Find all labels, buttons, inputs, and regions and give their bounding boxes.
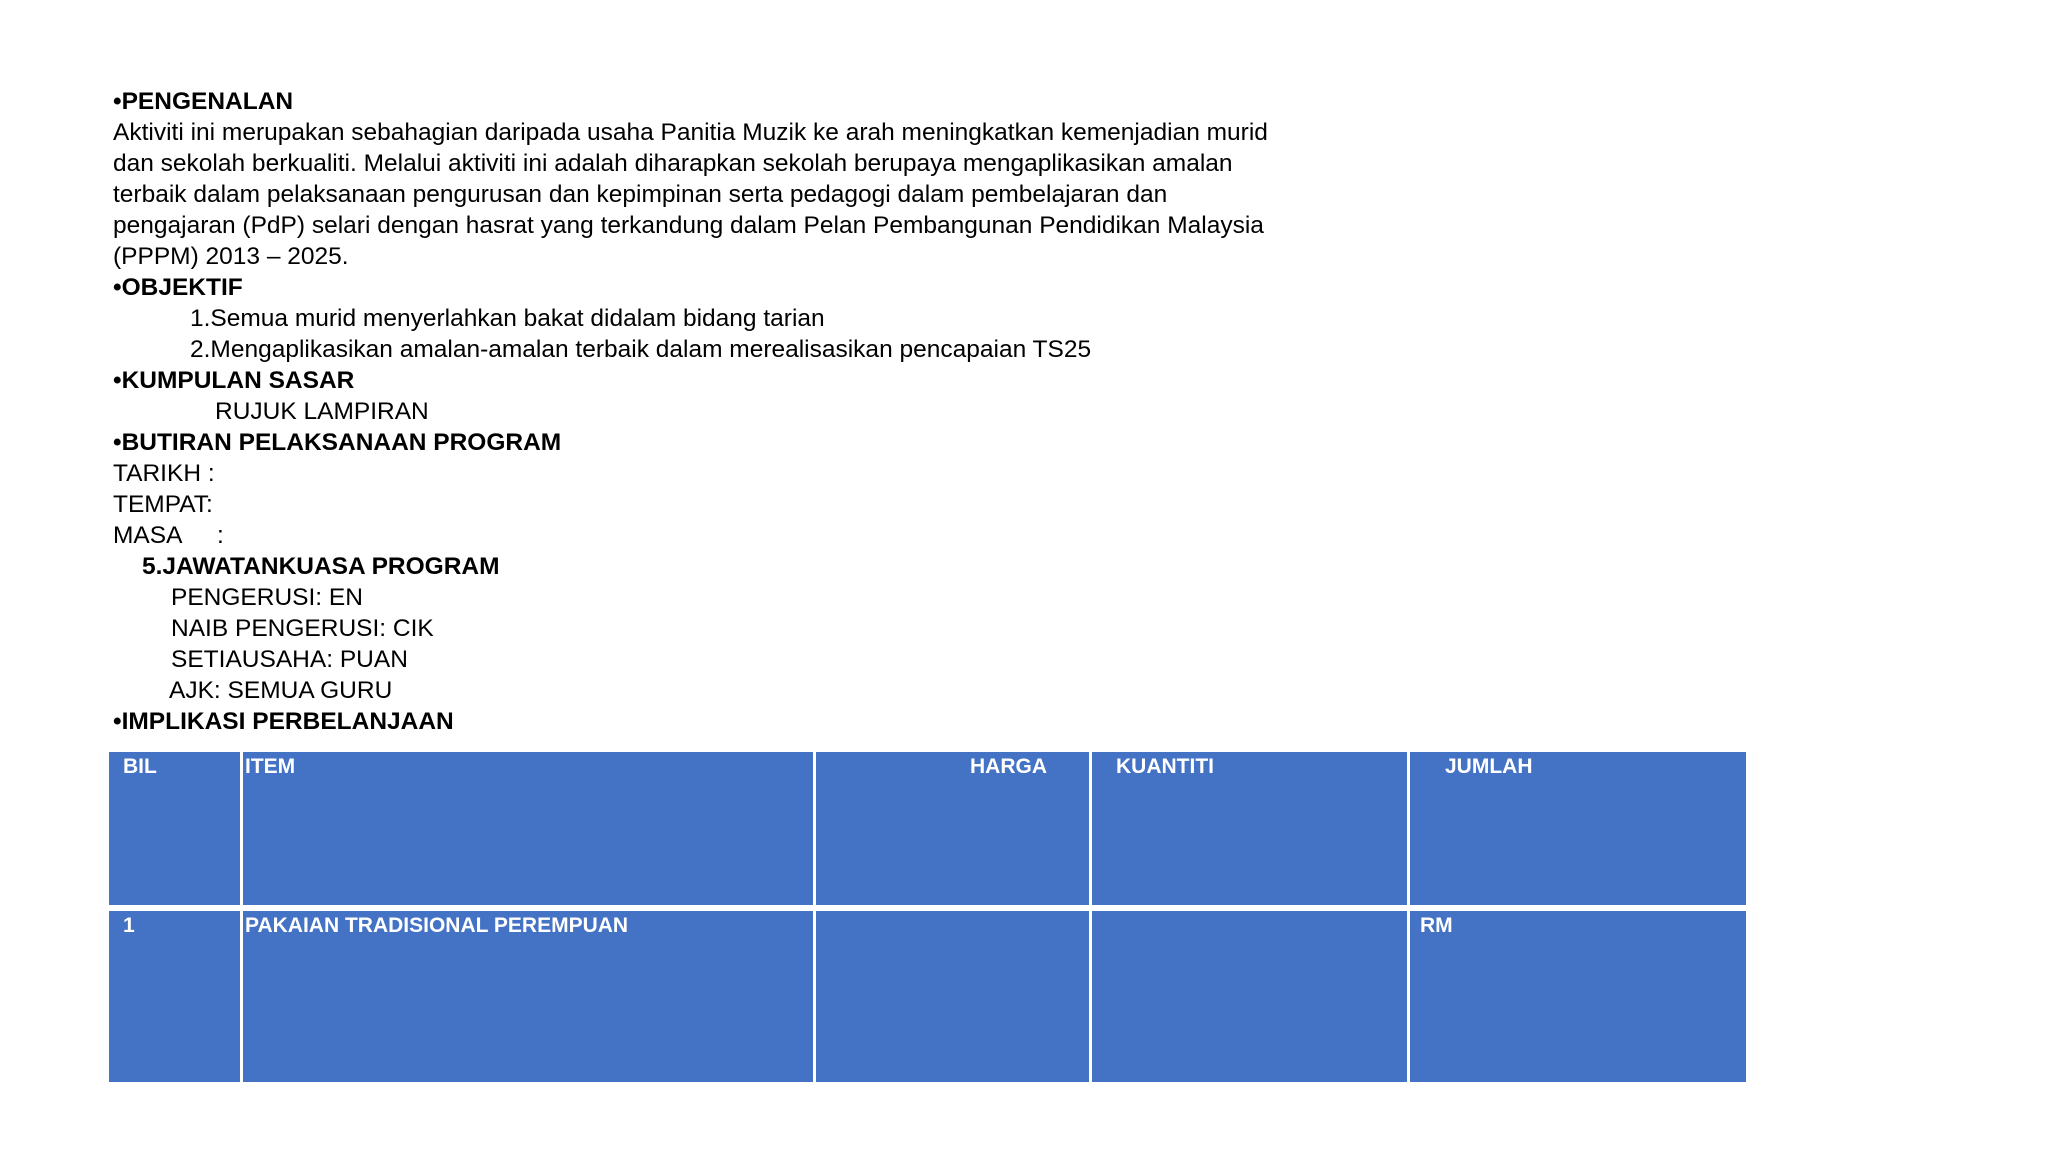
- cell-jumlah: RM: [1409, 908, 1748, 1084]
- heading-pengenalan: •PENGENALAN: [113, 88, 294, 115]
- cell-bil: 1: [108, 908, 242, 1084]
- pengenalan-line-5: (PPPM) 2013 – 2025.: [113, 243, 349, 270]
- butiran-tempat: TEMPAT:: [113, 491, 213, 518]
- jawatankuasa-setiausaha: SETIAUSAHA: PUAN: [171, 646, 408, 673]
- objektif-item-2: 2.Mengaplikasikan amalan-amalan terbaik dalam merealisasikan pencapaian TS25: [190, 336, 1092, 363]
- pengenalan-line-3: terbaik dalam pelaksanaan pengurusan dan kepimpinan serta pedagogi dalam pembelajaran dan: [113, 181, 1168, 208]
- pengenalan-line-2: dan sekolah berkualiti. Melalui aktiviti ini adalah diharapkan sekolah berupaya mengaplikasikan amalan: [113, 150, 1233, 177]
- heading-objektif: •OBJEKTIF: [113, 274, 243, 301]
- jawatankuasa-ajk: AJK: SEMUA GURU: [169, 677, 393, 704]
- jawatankuasa-naib-pengerusi: NAIB PENGERUSI: CIK: [171, 615, 434, 642]
- header-item: ITEM: [242, 751, 815, 908]
- cell-item: PAKAIAN TRADISIONAL PEREMPUAN: [242, 908, 815, 1084]
- header-kuantiti: KUANTITI: [1091, 751, 1409, 908]
- masa-label: MASA: [113, 522, 183, 549]
- kumpulan-sasar-text: RUJUK LAMPIRAN: [215, 398, 429, 425]
- butiran-tarikh: TARIKH :: [113, 460, 215, 487]
- table-row: [108, 908, 1748, 1084]
- heading-kumpulan-sasar: •KUMPULAN SASAR: [113, 367, 355, 394]
- document-body: [113, 86, 1763, 737]
- heading-jawatankuasa: 5.JAWATANKUASA PROGRAM: [142, 553, 500, 580]
- masa-colon: :: [217, 522, 224, 549]
- table-header-row: [108, 751, 1748, 908]
- pengenalan-line-4: pengajaran (PdP) selari dengan hasrat yang terkandung dalam Pelan Pembangunan Pendidikan Malaysia: [113, 212, 1264, 239]
- heading-butiran: •BUTIRAN PELAKSANAAN PROGRAM: [113, 429, 562, 456]
- header-bil: BIL: [108, 751, 242, 908]
- cell-harga: [815, 908, 1091, 1084]
- budget-table: [106, 749, 1749, 1085]
- objektif-item-1: 1.Semua murid menyerlahkan bakat didalam bidang tarian: [190, 305, 825, 332]
- pengenalan-line-1: Aktiviti ini merupakan sebahagian daripada usaha Panitia Muzik ke arah meningkatkan kemenjadian murid: [113, 119, 1268, 146]
- header-jumlah: JUMLAH: [1409, 751, 1748, 908]
- jawatankuasa-pengerusi: PENGERUSI: EN: [171, 584, 363, 611]
- heading-implikasi: •IMPLIKASI PERBELANJAAN: [113, 708, 454, 735]
- butiran-masa: [113, 520, 1763, 551]
- cell-kuantiti: [1091, 908, 1409, 1084]
- header-harga: HARGA: [815, 751, 1091, 908]
